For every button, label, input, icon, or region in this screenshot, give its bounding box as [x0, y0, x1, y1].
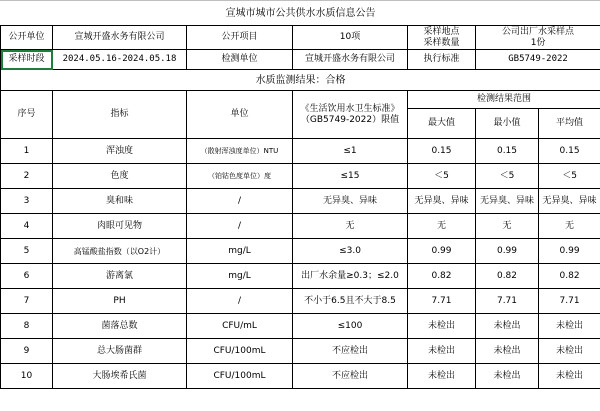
cell-min: ＜5 [476, 164, 539, 189]
header-row-1 [1, 91, 600, 109]
header-min: 最小值 [476, 109, 539, 139]
cell-min: 未检出 [476, 314, 539, 339]
cell-no: 1 [1, 139, 53, 164]
cell-unit: （铂钴色度单位）度 [187, 164, 293, 189]
cell-no: 7 [1, 289, 53, 314]
cell-min: 0.82 [476, 264, 539, 289]
cell-avg: 未检出 [539, 339, 600, 364]
cell-max: 未检出 [408, 339, 476, 364]
sampling-site-value: 公司出厂水采样点 1份 [476, 26, 600, 50]
publish-unit-label: 公开单位 [1, 26, 53, 50]
cell-min: 7.71 [476, 289, 539, 314]
header-range: 检测结果范围 [408, 91, 600, 109]
table-row [1, 164, 600, 189]
cell-indicator: 色度 [53, 164, 187, 189]
standard-label: 执行标准 [408, 50, 476, 70]
water-quality-table [0, 1, 600, 389]
cell-limit: 无异臭、异味 [293, 189, 408, 214]
cell-min: 无 [476, 214, 539, 239]
cell-max: 未检出 [408, 364, 476, 389]
cell-unit: mg/L [187, 264, 293, 289]
cell-min: 0.99 [476, 239, 539, 264]
cell-min: 无异臭、异味 [476, 189, 539, 214]
cell-max: 无 [408, 214, 476, 239]
publish-items-label: 公开项目 [187, 26, 293, 50]
table-row [1, 339, 600, 364]
header-avg: 平均值 [539, 109, 600, 139]
cell-no: 8 [1, 314, 53, 339]
cell-max: 未检出 [408, 314, 476, 339]
table-row [1, 139, 600, 164]
cell-no: 2 [1, 164, 53, 189]
cell-max: 7.71 [408, 289, 476, 314]
testing-unit-value: 宣城开盛水务有限公司 [293, 50, 408, 70]
cell-limit: ≤100 [293, 314, 408, 339]
cell-no: 6 [1, 264, 53, 289]
cell-indicator: 高锰酸盐指数（以O2计） [53, 239, 187, 264]
cell-indicator: 臭和味 [53, 189, 187, 214]
cell-min: 0.15 [476, 139, 539, 164]
cell-avg: 无 [539, 214, 600, 239]
publish-unit-value: 宣城开盛水务有限公司 [53, 26, 187, 50]
cell-indicator: 游离氯 [53, 264, 187, 289]
table-row [1, 189, 600, 214]
table-row [1, 239, 600, 264]
cell-no: 10 [1, 364, 53, 389]
cell-limit: ≤1 [293, 139, 408, 164]
cell-max: 0.82 [408, 264, 476, 289]
header-max: 最大值 [408, 109, 476, 139]
cell-avg: 7.71 [539, 289, 600, 314]
cell-no: 3 [1, 189, 53, 214]
cell-limit: 无 [293, 214, 408, 239]
cell-limit: 不应检出 [293, 364, 408, 389]
cell-avg: 未检出 [539, 364, 600, 389]
testing-unit-label: 检测单位 [187, 50, 293, 70]
cell-indicator: 总大肠菌群 [53, 339, 187, 364]
header-no: 序号 [1, 91, 53, 139]
cell-unit: CFU/mL [187, 314, 293, 339]
data-rows [1, 139, 600, 389]
publish-items-value: 10项 [293, 26, 408, 50]
cell-avg: 0.15 [539, 139, 600, 164]
cell-avg: 未检出 [539, 314, 600, 339]
sampling-period-label[interactable]: 采样时段 [1, 50, 53, 70]
info-row-2 [1, 50, 600, 70]
cell-avg: 0.82 [539, 264, 600, 289]
page-title: 宣城市城市公共供水水质信息公告 [225, 7, 376, 19]
cell-no: 5 [1, 239, 53, 264]
table-row [1, 289, 600, 314]
cell-min: 未检出 [476, 364, 539, 389]
header-unit: 单位 [187, 91, 293, 139]
cell-unit: / [187, 214, 293, 239]
cell-unit: CFU/100mL [187, 339, 293, 364]
cell-avg: 无异臭、异味 [539, 189, 600, 214]
cell-no: 4 [1, 214, 53, 239]
table-row [1, 264, 600, 289]
cell-indicator: 肉眼可见物 [53, 214, 187, 239]
standard-value: GB5749-2022 [476, 50, 600, 70]
cell-limit: 不应检出 [293, 339, 408, 364]
header-limit: 《生活饮用水卫生标准》 （GB5749-2022）限值 [293, 91, 408, 139]
cell-indicator: 浑浊度 [53, 139, 187, 164]
table-row [1, 314, 600, 339]
cell-unit: / [187, 289, 293, 314]
cell-indicator: PH [53, 289, 187, 314]
monitoring-result: 水质监测结果：合格 [1, 70, 600, 91]
cell-limit: ≤15 [293, 164, 408, 189]
header-indicator: 指标 [53, 91, 187, 139]
cell-avg: 0.99 [539, 239, 600, 264]
sampling-period-value: 2024.05.16-2024.05.18 [53, 50, 187, 70]
cell-indicator: 大肠埃希氏菌 [53, 364, 187, 389]
cell-avg: ＜5 [539, 164, 600, 189]
cell-limit: 出厂水余量≥0.3；≤2.0 [293, 264, 408, 289]
table-row [1, 364, 600, 389]
cell-limit: 不小于6.5且不大于8.5 [293, 289, 408, 314]
cell-unit: （散射浑浊度单位）NTU [187, 139, 293, 164]
cell-max: 无异臭、异味 [408, 189, 476, 214]
cell-max: ＜5 [408, 164, 476, 189]
cell-unit: CFU/100mL [187, 364, 293, 389]
cell-min: 未检出 [476, 339, 539, 364]
cell-indicator: 菌落总数 [53, 314, 187, 339]
cell-max: 0.15 [408, 139, 476, 164]
info-row-1 [1, 26, 600, 50]
cell-unit: / [187, 189, 293, 214]
cell-no: 9 [1, 339, 53, 364]
cell-max: 0.99 [408, 239, 476, 264]
table-row [1, 214, 600, 239]
cell-unit: mg/L [187, 239, 293, 264]
sampling-site-label: 采样地点 采样数量 [408, 26, 476, 50]
cell-limit: ≤3.0 [293, 239, 408, 264]
